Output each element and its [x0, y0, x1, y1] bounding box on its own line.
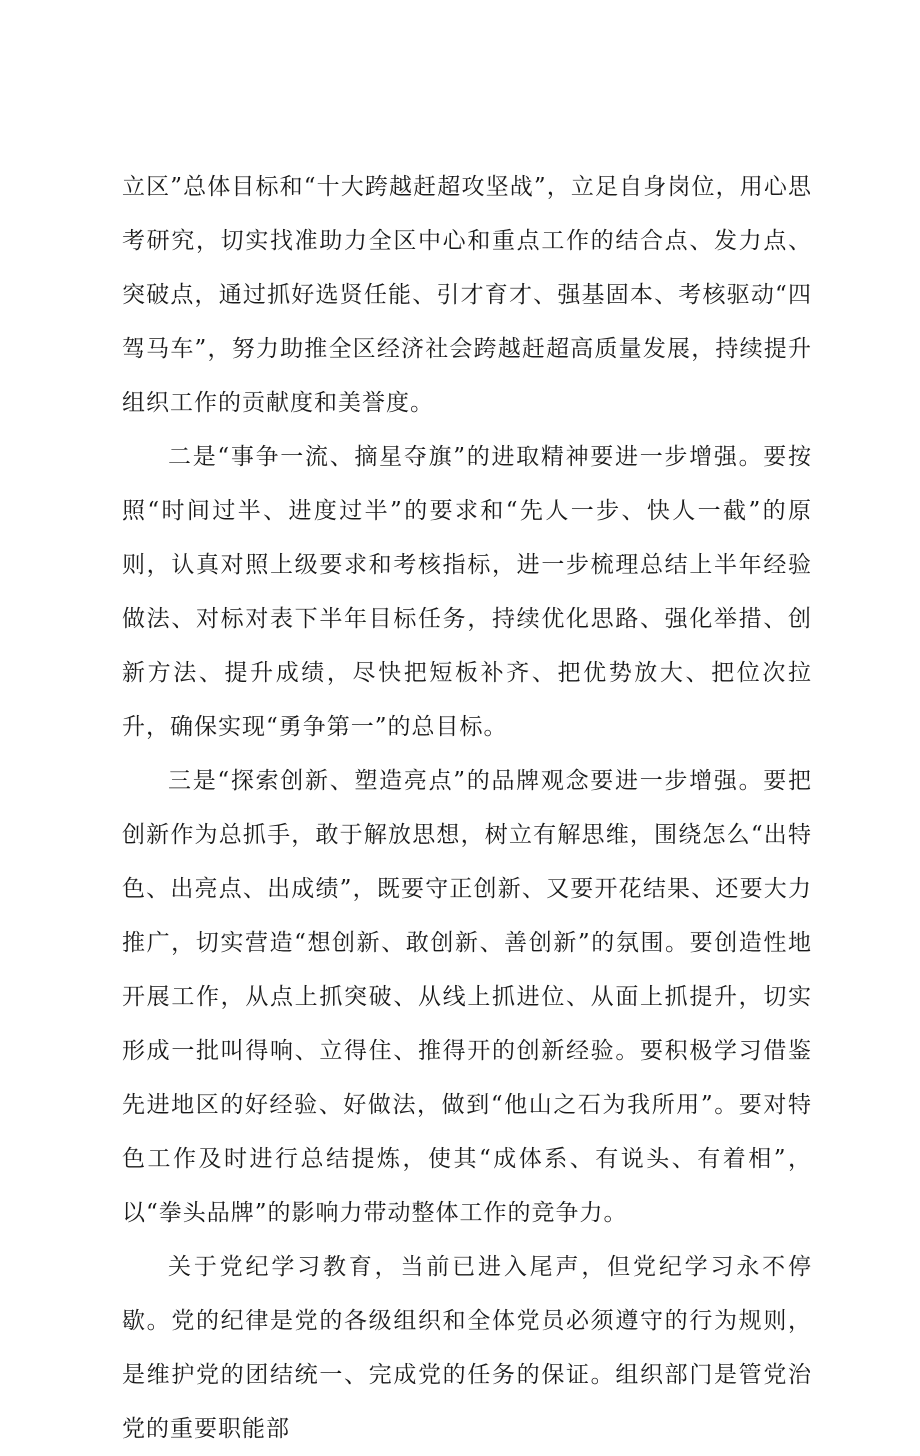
paragraph-point-two: 二是“事争一流、摘星夺旗”的进取精神要进一步增强。要按照“时间过半、进度过半”的要求和“先人一步、快人一截”的原则，认真对照上级要求和考核指标，进一步梳理总结上半年经验做法、对标对表下半年目标任务，持续优化思路、强化举措、创新方法、提升成绩，尽快把短板补齐、把优势放大、把位次拉升，确保实现“勇争第一”的总目标。 — [122, 444, 812, 740]
paragraph-point-three: 三是“探索创新、塑造亮点”的品牌观念要进一步增强。要把创新作为总抓手，敢于解放思想，树立有解思维，围绕怎么“出特色、出亮点、出成绩”，既要守正创新、又要开花结果、还要大力推广，切实营造“想创新、敢创新、善创新”的氛围。要创造性地开展工作，从点上抓突破、从线上抓进位、从面上抓提升，切实形成一批叫得响、立得住、推得开的创新经验。要积极学习借鉴先进地区的好经验、好做法，做到“他山之石为我所用”。要对特色工作及时进行总结提炼，使其“成体系、有说头、有着相”，以“拳头品牌”的影响力带动整体工作的竞争力。 — [122, 768, 812, 1226]
paragraph-continuation: 立区”总体目标和“十大跨越赶超攻坚战”，立足自身岗位，用心思考研究，切实找准助力全区中心和重点工作的结合点、发力点、突破点，通过抓好选贤任能、引才育才、强基固本、考核驱动“四驾马车”，努力助推全区经济社会跨越赶超高质量发展，持续提升组织工作的贡献度和美誉度。 — [122, 174, 812, 416]
document-body — [122, 160, 812, 1456]
paragraph-discipline-education: 关于党纪学习教育，当前已进入尾声，但党纪学习永不停歇。党的纪律是党的各级组织和全体党员必须遵守的行为规则，是维护党的团结统一、完成党的任务的保证。组织部门是管党治党的重要职能部 — [122, 1254, 812, 1442]
